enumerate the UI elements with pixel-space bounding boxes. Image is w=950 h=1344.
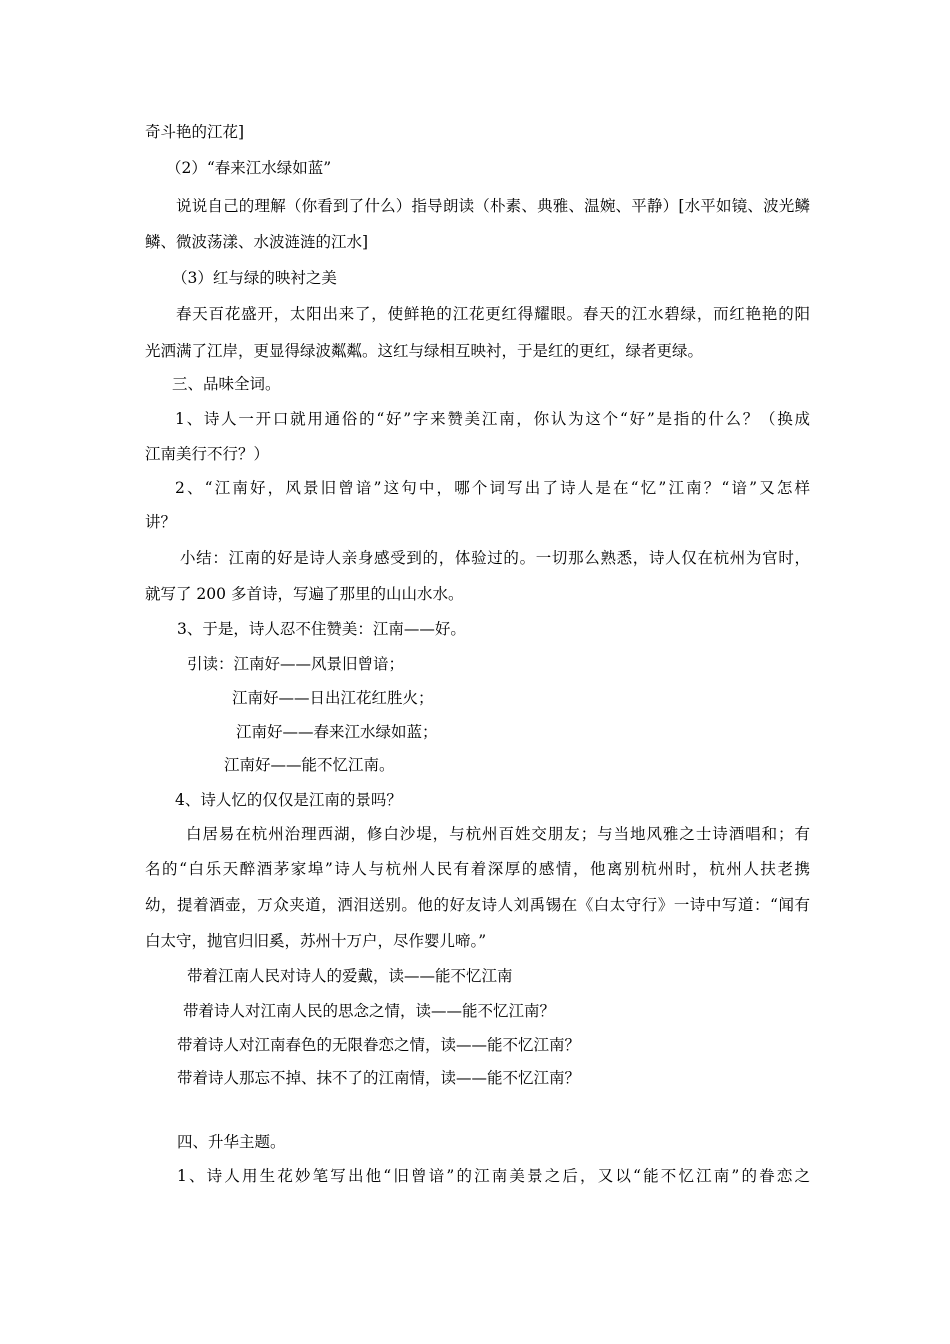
text-line: 带着诗人对江南人民的思念之情，读——能不忆江南？ — [183, 1002, 556, 1020]
text-line: 1、诗人用生花妙笔写出他“旧曾谙”的江南美景之后，又以“能不忆江南”的眷恋之 — [177, 1167, 810, 1185]
text-line: 带着诗人那忘不掉、抹不了的江南情，读——能不忆江南？ — [177, 1069, 581, 1087]
text-line: 奇斗艳的江花] — [145, 123, 245, 141]
text-line: 引读：江南好——风景旧曾谙； — [187, 655, 405, 673]
text-line: 说说自己的理解（你看到了什么）指导朗读（朴素、典雅、温婉、平静）[水平如镜、波光鳞 — [176, 197, 810, 215]
text-line: 3、于是，诗人忍不住赞美：江南——好。 — [177, 620, 466, 638]
text-line: 2、“江南好，风景旧曾谙”这句中，哪个词写出了诗人是在“忆”江南？“谙”又怎样 — [175, 479, 810, 497]
text-line: 江南美行不行？） — [145, 445, 270, 463]
text-line: 就写了 200 多首诗，写遍了那里的山山水水。 — [145, 585, 464, 603]
text-line: 白居易在杭州治理西湖，修白沙堤，与杭州百姓交朋友；与当地风雅之士诗酒唱和；有 — [186, 825, 810, 843]
text-line: 4、诗人忆的仅仅是江南的景吗？ — [175, 791, 402, 809]
text-line: 小结：江南的好是诗人亲身感受到的，体验过的。一切那么熟悉，诗人仅在杭州为官时， — [180, 549, 810, 567]
text-line: 讲？ — [145, 513, 177, 531]
section-heading: 四、升华主题。 — [177, 1133, 286, 1151]
section-heading: 三、品味全词。 — [172, 375, 281, 393]
text-line: 光洒满了江岸，更显得绿波粼粼。这红与绿相互映衬，于是红的更红，绿者更绿。 — [145, 342, 704, 360]
text-line: 江南好——春来江水绿如蓝； — [236, 723, 438, 741]
text-line: 带着江南人民对诗人的爱戴，读——能不忆江南 — [187, 967, 513, 985]
text-line: 江南好——日出江花红胜火； — [232, 689, 434, 707]
text-line: （3）红与绿的映衬之美 — [172, 269, 337, 287]
text-line: 白太守，抛官归旧奚，苏州十万户，尽作婴儿啼。” — [145, 932, 487, 950]
text-line: 带着诗人对江南春色的无限眷恋之情，读——能不忆江南？ — [177, 1036, 581, 1054]
text-line: 春天百花盛开，太阳出来了，使鲜艳的江花更红得耀眼。春天的江水碧绿，而红艳艳的阳 — [176, 305, 810, 323]
text-line: 名的“白乐天醉酒茅家埠”诗人与杭州人民有着深厚的感情，他离别杭州时，杭州人扶老携 — [145, 860, 810, 878]
text-line: 鳞、微波荡漾、水波涟涟的江水] — [145, 233, 369, 251]
text-line: 江南好——能不忆江南。 — [224, 756, 395, 774]
text-line: 幼，提着酒壶，万众夹道，洒泪送别。他的好友诗人刘禹锡在《白太守行》一诗中写道：“闻有 — [145, 896, 810, 914]
text-line: 1、诗人一开口就用通俗的“好”字来赞美江南，你认为这个“好”是指的什么？（换成 — [175, 410, 810, 428]
text-line: （2）“春来江水绿如蓝” — [166, 159, 332, 177]
